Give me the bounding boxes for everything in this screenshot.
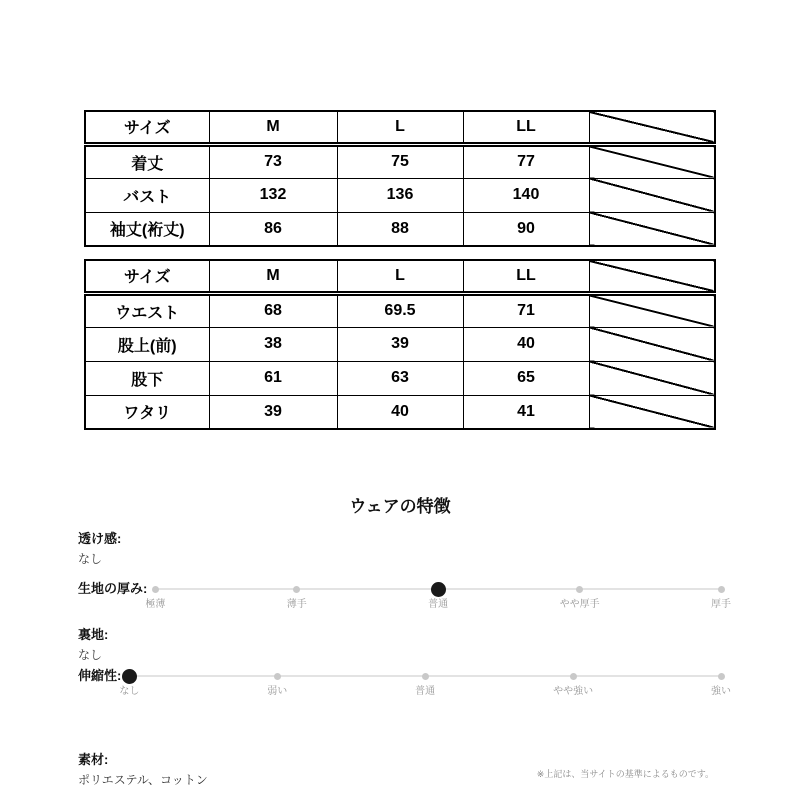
tick-label: 厚手 xyxy=(711,599,731,610)
stretch-slider xyxy=(119,666,731,706)
table-cell: 65 xyxy=(463,361,589,395)
slider-dot-icon xyxy=(570,669,577,683)
column-header-size: サイズ xyxy=(85,111,209,144)
feature-value: ポリエステル、コットン xyxy=(78,773,208,787)
table-cell: 86 xyxy=(209,212,337,246)
tick-label: やや厚手 xyxy=(559,599,600,610)
table-row xyxy=(85,212,715,246)
column-header-ll: LL xyxy=(463,111,589,144)
tick-label: 薄手 xyxy=(286,599,307,610)
diagonal-cell xyxy=(589,293,715,327)
tick-label: 普通 xyxy=(415,686,436,697)
slider-tick xyxy=(560,582,600,611)
row-label-cell: 股下 xyxy=(85,361,209,395)
table-cell: 39 xyxy=(209,395,337,429)
table-cell: 40 xyxy=(337,395,463,429)
slider-dot-icon xyxy=(718,669,725,683)
row-label-cell: ウエスト xyxy=(85,293,209,327)
table-row xyxy=(85,178,715,212)
table-row xyxy=(85,327,715,361)
table-cell: 136 xyxy=(337,178,463,212)
table-cell: 61 xyxy=(209,361,337,395)
slider-dot-icon xyxy=(293,582,300,596)
feature-fabric-thickness xyxy=(78,579,731,619)
slider-tick xyxy=(287,582,307,611)
slider-tick xyxy=(145,582,165,611)
table-row xyxy=(85,293,715,327)
slider-tick-selected xyxy=(428,582,448,611)
feature-lining xyxy=(78,627,108,663)
tick-label: 弱い xyxy=(267,686,288,697)
diagonal-cell xyxy=(589,144,715,178)
table-header-row xyxy=(85,111,715,144)
column-header-m: M xyxy=(209,260,337,293)
feature-material xyxy=(78,752,208,788)
table-cell: 41 xyxy=(463,395,589,429)
table-cell: 69.5 xyxy=(337,293,463,327)
slider-dot-icon xyxy=(274,669,281,683)
diagonal-cell xyxy=(589,361,715,395)
tick-label: やや強い xyxy=(553,686,594,697)
slider-dot-selected-icon xyxy=(122,669,137,683)
table-cell: 68 xyxy=(209,293,337,327)
slider-dot-selected-icon xyxy=(431,582,446,596)
row-label-cell: 袖丈(裄丈) xyxy=(85,212,209,246)
table-cell: 140 xyxy=(463,178,589,212)
slider-tick xyxy=(711,669,731,698)
diagonal-cell xyxy=(589,327,715,361)
feature-value: なし xyxy=(78,648,103,662)
footnote: ※上記は、当サイトの基準によるものです。 xyxy=(536,769,714,779)
table-row xyxy=(85,361,715,395)
feature-label: 伸縮性: xyxy=(78,668,122,683)
diagonal-cell xyxy=(589,395,715,429)
slider-tick xyxy=(415,669,435,698)
column-header-m: M xyxy=(209,111,337,144)
row-label-cell: 着丈 xyxy=(85,144,209,178)
table-cell: 90 xyxy=(463,212,589,246)
feature-label: 裏地: xyxy=(78,627,109,642)
tick-label: 極薄 xyxy=(145,599,166,610)
column-header-size: サイズ xyxy=(85,260,209,293)
table-cell: 88 xyxy=(337,212,463,246)
feature-sheerness xyxy=(78,531,121,567)
size-table-tops xyxy=(84,110,716,247)
column-header-l: L xyxy=(337,260,463,293)
row-label-cell: バスト xyxy=(85,178,209,212)
table-cell: 38 xyxy=(209,327,337,361)
slider-tick xyxy=(267,669,287,698)
row-label-cell: 股上(前) xyxy=(85,327,209,361)
table-cell: 77 xyxy=(463,144,589,178)
table-cell: 73 xyxy=(209,144,337,178)
table-header-row xyxy=(85,260,715,293)
column-header-ll: LL xyxy=(463,260,589,293)
row-label-cell: ワタリ xyxy=(85,395,209,429)
slider-tick-selected xyxy=(119,669,139,698)
tick-label: 強い xyxy=(711,686,731,697)
table-cell: 63 xyxy=(337,361,463,395)
tick-label: 普通 xyxy=(428,599,449,610)
feature-label: 透け感: xyxy=(78,531,122,546)
diagonal-cell xyxy=(589,260,715,293)
feature-stretch xyxy=(78,666,731,706)
feature-label: 生地の厚み: xyxy=(78,581,148,596)
table-cell: 75 xyxy=(337,144,463,178)
table-row xyxy=(85,395,715,429)
size-table-bottoms xyxy=(84,259,716,430)
slider-tick xyxy=(553,669,593,698)
diagonal-cell xyxy=(589,212,715,246)
slider-tick xyxy=(711,582,731,611)
slider-dot-icon xyxy=(152,582,159,596)
table-cell: 40 xyxy=(463,327,589,361)
slider-dot-icon xyxy=(576,582,583,596)
table-row xyxy=(85,144,715,178)
diagonal-cell xyxy=(589,111,715,144)
table-cell: 71 xyxy=(463,293,589,327)
table-cell: 132 xyxy=(209,178,337,212)
slider-dot-icon xyxy=(718,582,725,596)
thickness-slider xyxy=(145,579,731,619)
diagonal-cell xyxy=(589,178,715,212)
tick-label: なし xyxy=(119,686,140,697)
feature-value: なし xyxy=(78,552,103,566)
table-cell: 39 xyxy=(337,327,463,361)
feature-label: 素材: xyxy=(78,752,109,767)
column-header-l: L xyxy=(337,111,463,144)
slider-dot-icon xyxy=(422,669,429,683)
section-title: ウェアの特徴 xyxy=(349,497,451,516)
